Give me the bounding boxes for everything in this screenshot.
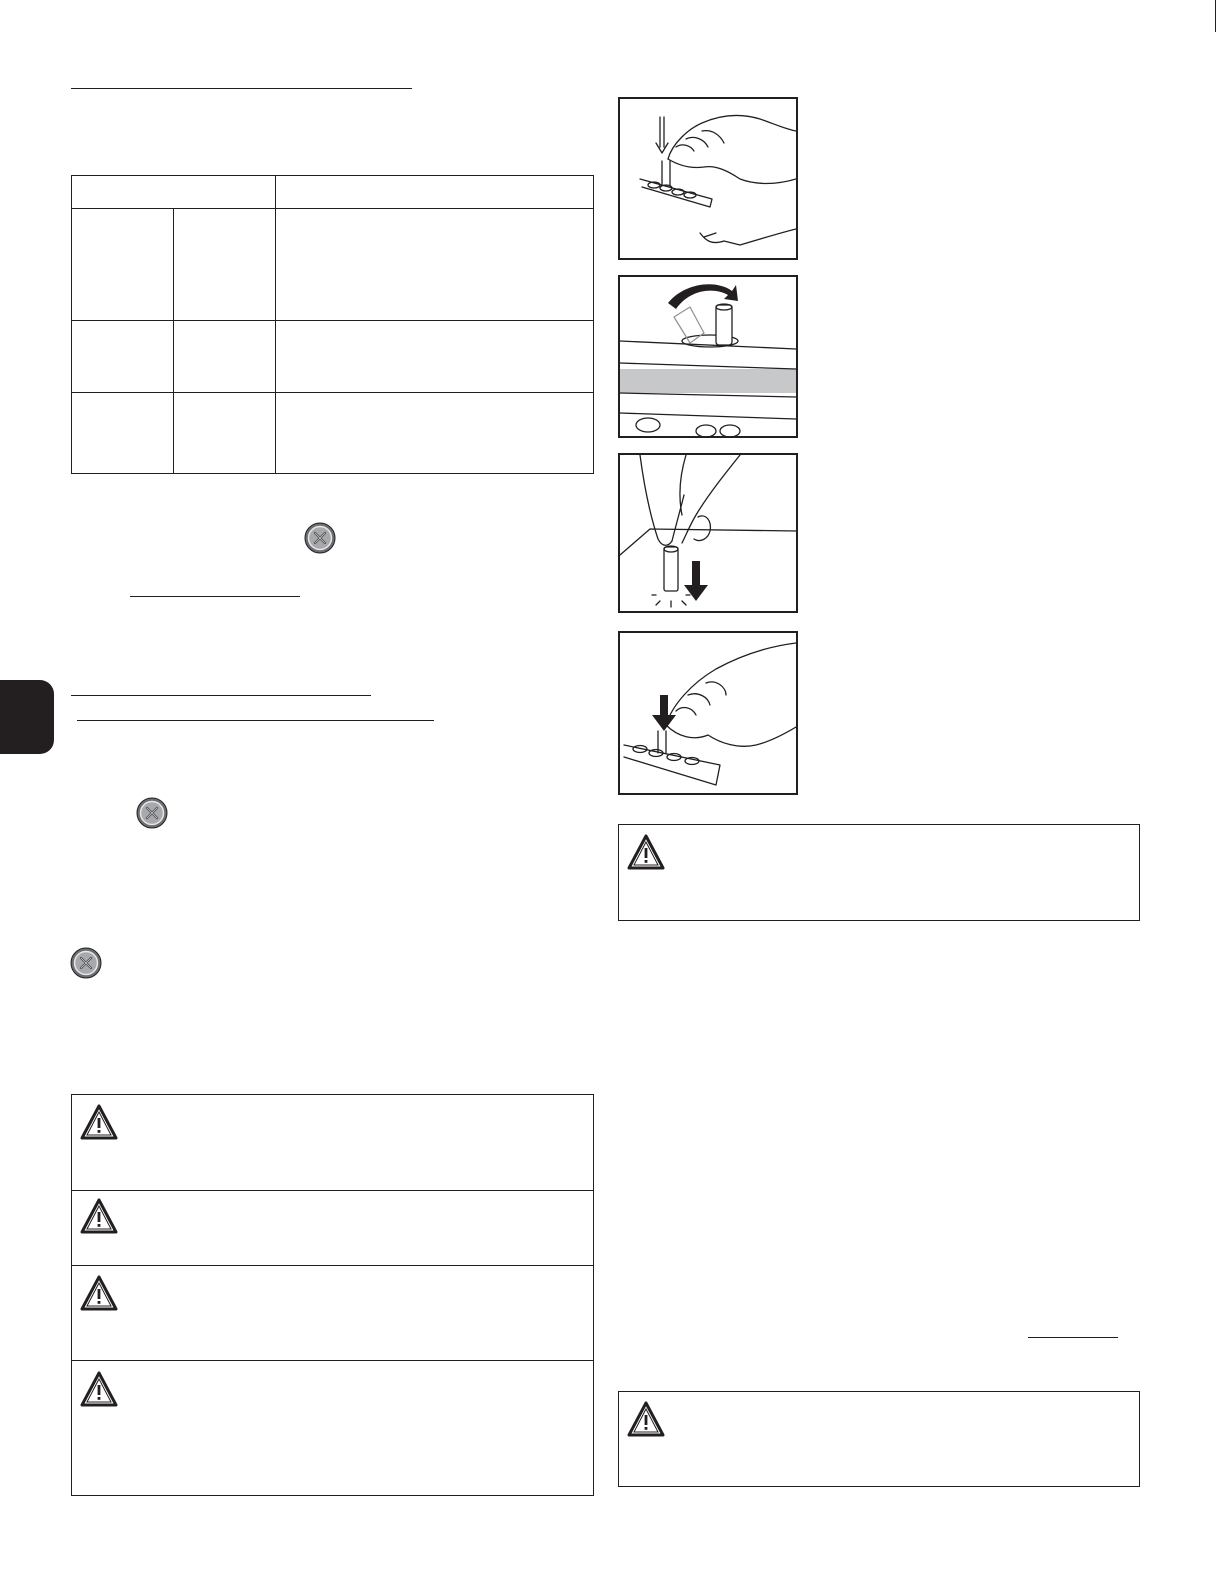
flip-pin-figure [618,275,798,438]
x-cancel-button-icon [136,797,168,829]
curved-arrow-pin-icon [620,277,796,436]
warning-triangle-icon [80,1371,118,1407]
warning-box [618,1391,1140,1487]
warning-triangle-icon [80,1104,118,1140]
hand-pressing-pin-icon [620,99,796,258]
insert-pin-figure [618,631,798,795]
warning-box [618,824,1140,921]
warning-panel [71,1094,594,1496]
warning-triangle-icon [80,1198,118,1234]
section-heading-underline [77,720,434,721]
table-column-divider [275,176,276,473]
section-tab [0,680,54,754]
warning-divider [72,1190,593,1191]
table-row-divider [72,320,593,321]
warning-triangle-icon [80,1275,118,1311]
hand-tapping-pin-icon [620,455,796,611]
warning-triangle-icon [627,834,665,870]
table-column-divider [173,208,174,473]
table-header-divider [72,208,593,209]
table-row-divider [72,392,593,393]
warning-divider [72,1265,593,1266]
section-heading-underline [71,88,412,89]
link-underline [1028,1337,1118,1338]
section-heading-underline [71,695,371,696]
settings-table [71,175,594,474]
press-pin-figure [618,97,798,260]
hand-inserting-pin-icon [620,633,796,793]
x-cancel-button-icon [304,522,336,554]
x-cancel-button-icon [70,947,102,979]
crop-mark [1215,0,1216,32]
tap-pin-figure [618,453,798,613]
link-underline [130,596,300,597]
warning-divider [72,1360,593,1361]
warning-triangle-icon [627,1401,665,1437]
